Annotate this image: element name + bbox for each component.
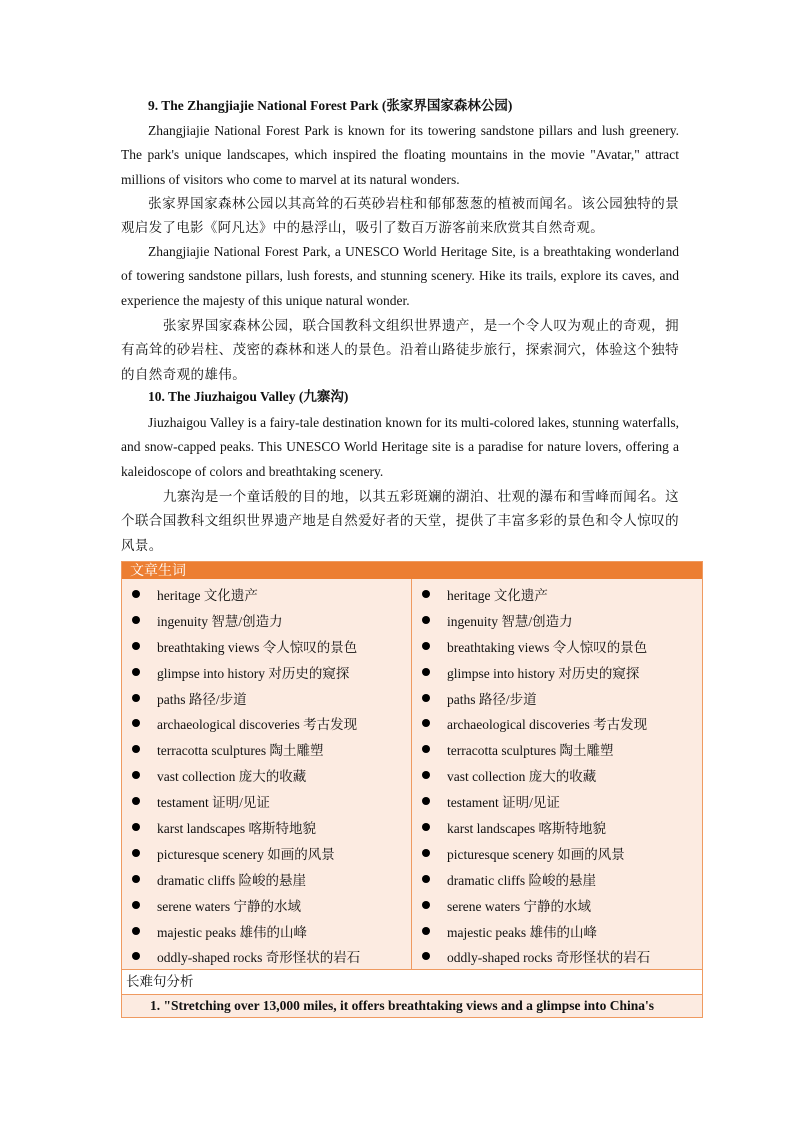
bullet-icon <box>132 771 140 779</box>
vocabulary-term: dramatic cliffs 险峻的悬崖 <box>157 872 306 888</box>
vocabulary-term: terracotta sculptures 陶土雕塑 <box>447 743 614 759</box>
paragraph-text: 九寨沟是一个童话般的目的地，以其五彩斑斓的湖泊、壮观的瀑布和雪峰而闻名。这个联合国教科文组织世界遗产地是自然爱好者的天堂，提供了丰富多彩的景色和令人惊叹的风景。 <box>121 489 679 553</box>
vocabulary-item <box>122 866 411 892</box>
section-9-paragraph-cn-1 <box>121 192 679 241</box>
vocabulary-column-right <box>412 579 702 969</box>
section-10-heading: 10. The Jiuzhaigou Valley (九寨沟) <box>148 389 349 404</box>
section-10-paragraph-cn-1 <box>121 485 679 558</box>
vocabulary-term: testament 证明/见证 <box>447 795 560 811</box>
vocabulary-term: karst landscapes 喀斯特地貌 <box>157 820 316 836</box>
vocabulary-item <box>122 659 411 685</box>
vocabulary-body <box>122 579 702 969</box>
bullet-icon <box>132 590 140 598</box>
bullet-icon <box>132 849 140 857</box>
vocabulary-term: glimpse into history 对历史的窥探 <box>157 665 350 681</box>
bullet-icon <box>422 771 430 779</box>
vocabulary-item <box>412 918 702 944</box>
vocabulary-item <box>412 607 702 633</box>
vocabulary-item <box>122 762 411 788</box>
bullet-icon <box>422 642 430 650</box>
bullet-icon <box>422 927 430 935</box>
vocabulary-item <box>122 736 411 762</box>
vocabulary-term: dramatic cliffs 险峻的悬崖 <box>447 872 596 888</box>
bullet-icon <box>422 590 430 598</box>
bullet-icon <box>132 797 140 805</box>
vocabulary-item <box>412 659 702 685</box>
vocabulary-term: serene waters 宁静的水域 <box>447 898 591 914</box>
vocabulary-term: testament 证明/见证 <box>157 795 270 811</box>
vocabulary-item <box>412 736 702 762</box>
vocabulary-item <box>412 633 702 659</box>
vocabulary-term: breathtaking views 令人惊叹的景色 <box>157 639 358 655</box>
vocabulary-term: archaeological discoveries 考古发现 <box>447 717 648 733</box>
vocabulary-term: breathtaking views 令人惊叹的景色 <box>447 639 648 655</box>
bullet-icon <box>132 875 140 883</box>
vocabulary-table <box>121 561 703 1018</box>
vocabulary-term: terracotta sculptures 陶土雕塑 <box>157 743 324 759</box>
vocabulary-term: paths 路径/步道 <box>447 691 537 707</box>
bullet-icon <box>132 694 140 702</box>
vocabulary-term: ingenuity 智慧/创造力 <box>157 613 283 629</box>
bullet-icon <box>422 668 430 676</box>
vocabulary-title: 文章生词 <box>122 562 702 579</box>
section-9-heading: 9. The Zhangjiajie National Forest Park (张家界国家森林公园) <box>148 98 513 113</box>
bullet-icon <box>132 823 140 831</box>
vocabulary-term: vast collection 庞大的收藏 <box>157 769 307 785</box>
vocabulary-term: serene waters 宁静的水域 <box>157 898 301 914</box>
sentence-analysis-item: 1. "Stretching over 13,000 miles, it offers breathtaking views and a glimpse into China's <box>122 994 702 1017</box>
vocabulary-item <box>122 918 411 944</box>
paragraph-text: 张家界国家森林公园，联合国教科文组织世界遗产，是一个令人叹为观止的奇观，拥有高耸的砂岩柱、茂密的森林和迷人的景色。沿着山路徒步旅行，探索洞穴，体验这个独特的自然奇观的雄伟。 <box>121 318 679 382</box>
vocabulary-item <box>412 710 702 736</box>
section-10-paragraph-en-1 <box>121 411 679 484</box>
vocabulary-term: oddly-shaped rocks 奇形怪状的岩石 <box>447 950 651 966</box>
vocabulary-item <box>122 633 411 659</box>
sentence-analysis-title: 长难句分析 <box>122 969 702 994</box>
vocabulary-term: heritage 文化遗产 <box>447 587 548 603</box>
paragraph-text: Zhangjiajie National Forest Park, a UNESCO World Heritage Site, is a breathtaking wonderland of towering sandstone pillars, lush forests, and stunning scenery. Hike its trails, explore its caves, and experience the majesty of this unique natural wonder. <box>121 244 679 308</box>
section-9-paragraph-cn-2 <box>121 314 679 387</box>
vocabulary-item <box>122 581 411 607</box>
vocabulary-item <box>412 840 702 866</box>
vocabulary-column-left <box>122 579 412 969</box>
vocabulary-item <box>122 840 411 866</box>
bullet-icon <box>422 901 430 909</box>
vocabulary-item <box>122 685 411 711</box>
bullet-icon <box>422 797 430 805</box>
bullet-icon <box>422 719 430 727</box>
bullet-icon <box>422 952 430 960</box>
vocabulary-item <box>412 943 702 969</box>
vocabulary-item <box>412 814 702 840</box>
bullet-icon <box>132 719 140 727</box>
paragraph-text: Jiuzhaigou Valley is a fairy-tale destination known for its multi-colored lakes, stunning waterfalls, and snow-capped peaks. This UNESCO World Heritage site is a paradise for nature lovers, offering a kaleidoscope of colors and breathtaking scenery. <box>121 415 679 479</box>
bullet-icon <box>132 668 140 676</box>
bullet-icon <box>422 849 430 857</box>
vocabulary-term: heritage 文化遗产 <box>157 587 258 603</box>
vocabulary-item <box>412 866 702 892</box>
vocabulary-term: archaeological discoveries 考古发现 <box>157 717 358 733</box>
section-9-paragraph-en-1 <box>121 119 679 192</box>
vocabulary-term: karst landscapes 喀斯特地貌 <box>447 820 606 836</box>
bullet-icon <box>132 642 140 650</box>
vocabulary-term: vast collection 庞大的收藏 <box>447 769 597 785</box>
vocabulary-term: picturesque scenery 如画的风景 <box>447 846 625 862</box>
vocabulary-item <box>412 581 702 607</box>
vocabulary-term: majestic peaks 雄伟的山峰 <box>157 924 307 940</box>
bullet-icon <box>422 616 430 624</box>
vocabulary-item <box>412 685 702 711</box>
bullet-icon <box>132 927 140 935</box>
vocabulary-term: majestic peaks 雄伟的山峰 <box>447 924 597 940</box>
vocabulary-item <box>122 814 411 840</box>
bullet-icon <box>422 823 430 831</box>
bullet-icon <box>422 694 430 702</box>
vocabulary-item <box>412 892 702 918</box>
paragraph-text: Zhangjiajie National Forest Park is known for its towering sandstone pillars and lush greenery. The park's unique landscapes, which inspired the floating mountains in the movie "Avatar," attract millions of visitors who come to marvel at its natural wonders. <box>121 123 679 187</box>
section-9-paragraph-en-2 <box>121 240 679 313</box>
paragraph-text: 张家界国家森林公园以其高耸的石英砂岩柱和郁郁葱葱的植被而闻名。该公园独特的景观启发了电影《阿凡达》中的悬浮山，吸引了数百万游客前来欣赏其自然奇观。 <box>121 196 679 236</box>
vocabulary-item <box>122 710 411 736</box>
vocabulary-item <box>412 788 702 814</box>
vocabulary-item <box>122 788 411 814</box>
vocabulary-term: paths 路径/步道 <box>157 691 247 707</box>
bullet-icon <box>132 901 140 909</box>
bullet-icon <box>422 745 430 753</box>
vocabulary-item <box>122 892 411 918</box>
vocabulary-item <box>122 943 411 969</box>
bullet-icon <box>132 952 140 960</box>
bullet-icon <box>132 616 140 624</box>
vocabulary-item <box>412 762 702 788</box>
vocabulary-term: ingenuity 智慧/创造力 <box>447 613 573 629</box>
vocabulary-item <box>122 607 411 633</box>
vocabulary-term: glimpse into history 对历史的窥探 <box>447 665 640 681</box>
bullet-icon <box>132 745 140 753</box>
bullet-icon <box>422 875 430 883</box>
vocabulary-term: picturesque scenery 如画的风景 <box>157 846 335 862</box>
vocabulary-term: oddly-shaped rocks 奇形怪状的岩石 <box>157 950 361 966</box>
